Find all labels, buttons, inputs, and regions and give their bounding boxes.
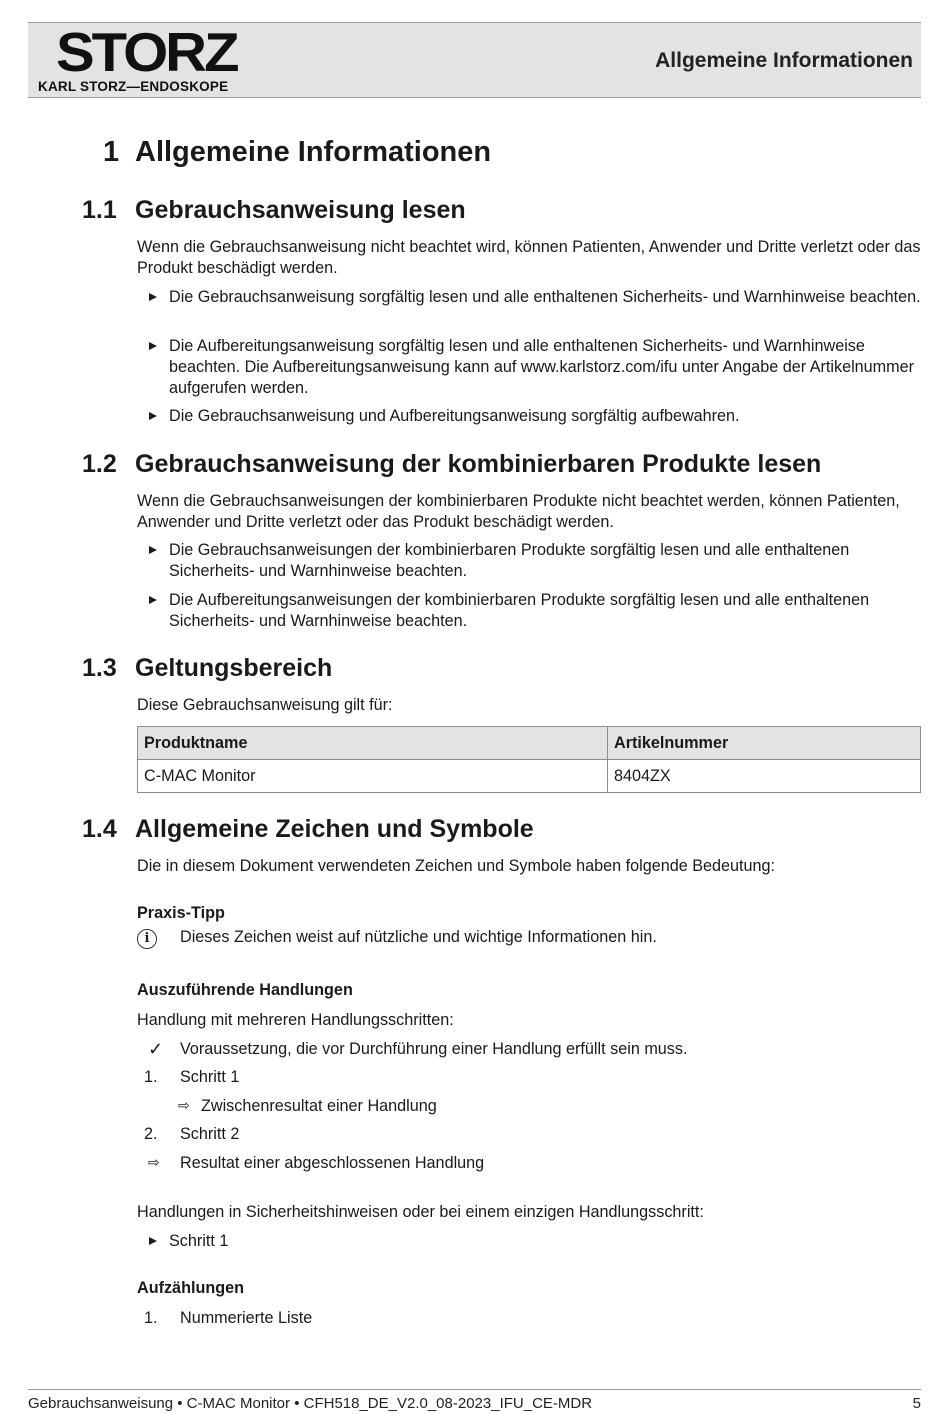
section-heading-1-1 (82, 196, 466, 225)
section-title: Gebrauchsanweisung lesen (135, 196, 466, 224)
tip-text: Dieses Zeichen weist auf nützliche und wichtige Informationen hin. (180, 928, 657, 946)
list-item-text: Nummerierte Liste (180, 1309, 313, 1327)
bullet-triangle-icon (149, 596, 157, 604)
prerequisite-text: Voraussetzung, die vor Durchführung einer Handlung erfüllt sein muss. (180, 1040, 688, 1058)
table-cell: 8404ZX (608, 760, 921, 793)
chapter-title: Allgemeine Informationen (135, 136, 492, 168)
scope-table (137, 726, 921, 793)
page-number: 5 (912, 1395, 921, 1412)
bullet-text: Die Gebrauchsanweisungen der kombinierbaren Produkte sorgfältig lesen und alle enthaltenen Sicherheits- und Warnhinweise beachten. (169, 541, 850, 580)
section-heading-1-3 (82, 654, 332, 683)
table-header-row (138, 727, 921, 760)
section-intro: Wenn die Gebrauchsanweisungen der kombinierbaren Produkte nicht beachtet werden, können Patienten, Anwender und Dritte verletzt oder das Produkt beschädigt werden. (137, 492, 900, 531)
actions-heading: Auszuführende Handlungen (137, 981, 353, 999)
lists-heading: Aufzählungen (137, 1279, 245, 1297)
section-number: 1.4 (82, 815, 117, 843)
page-header (28, 22, 921, 98)
bullet-triangle-icon (149, 412, 157, 420)
logo-subtitle: KARL STORZ—ENDOSKOPE (38, 79, 229, 94)
section-intro: Diese Gebrauchsanweisung gilt für: (137, 696, 393, 714)
bullet-text: Die Gebrauchsanweisung sorgfältig lesen und alle enthaltenen Sicherheits- und Warnhinweise beachten. (169, 288, 921, 306)
interim-result-text: Zwischenresultat einer Handlung (201, 1097, 437, 1115)
section-number: 1.2 (82, 450, 117, 478)
bullet-triangle-icon (149, 1237, 157, 1245)
bullet-text: Die Gebrauchsanweisung und Aufbereitungsanweisung sorgfältig aufbewahren. (169, 407, 740, 425)
actions-intro: Handlung mit mehreren Handlungsschritten: (137, 1011, 454, 1029)
section-title: Gebrauchsanweisung der kombinierbaren Produkte lesen (135, 450, 822, 478)
step-text: Schritt 2 (180, 1125, 240, 1143)
section-intro: Die in diesem Dokument verwendeten Zeichen und Symbole haben folgende Bedeutung: (137, 857, 776, 875)
table-row (138, 760, 921, 793)
section-heading-1-4 (82, 815, 534, 844)
section-heading-1-2 (82, 450, 821, 479)
footer-text: Gebrauchsanweisung • C-MAC Monitor • CFH518_DE_V2.0_08-2023_IFU_CE-MDR (28, 1395, 593, 1412)
tip-heading: Praxis-Tipp (137, 904, 225, 922)
chapter-number: 1 (103, 136, 120, 168)
bullet-triangle-icon (149, 342, 157, 350)
karl-storz-logo (38, 21, 248, 95)
logo-wordmark: STORZ (56, 21, 237, 84)
section-number: 1.1 (82, 196, 117, 224)
table-header-cell: Produktname (138, 727, 608, 760)
section-title: Geltungsbereich (135, 654, 333, 682)
result-arrow-icon: ⇨ (178, 1098, 190, 1114)
final-result-text: Resultat einer abgeschlossenen Handlung (180, 1154, 485, 1172)
section-title: Allgemeine Zeichen und Symbole (135, 815, 534, 843)
bullet-text: Schritt 1 (169, 1232, 229, 1250)
table-header-cell: Artikelnummer (608, 727, 921, 760)
info-icon: i (137, 929, 157, 949)
step-number: 1. (144, 1068, 158, 1086)
result-arrow-icon: ⇨ (148, 1155, 160, 1171)
step-text: Schritt 1 (180, 1068, 240, 1086)
bullet-text: Die Aufbereitungsanweisung sorgfältig lesen und alle enthaltenen Sicherheits- und Warnhinweise beachten. Die Aufbereitungsanweisung kann auf www.karlstorz.com/ifu unter Angabe der Artikelnummer aufgerufen werden. (169, 337, 915, 397)
footer-divider (28, 1389, 921, 1390)
section-number: 1.3 (82, 654, 117, 682)
section-intro: Wenn die Gebrauchsanweisung nicht beachtet wird, können Patienten, Anwender und Dritte verletzt oder das Produkt beschädigt werden. (137, 238, 921, 277)
checkmark-icon: ✓ (148, 1039, 164, 1059)
table-cell: C-MAC Monitor (138, 760, 608, 793)
chapter-heading (103, 136, 491, 169)
header-title: Allgemeine Informationen (655, 49, 913, 72)
bullet-text: Die Aufbereitungsanweisungen der kombinierbaren Produkte sorgfältig lesen und alle enthaltenen Sicherheits- und Warnhinweise beachten. (169, 591, 870, 630)
list-number: 1. (144, 1309, 158, 1327)
single-step-intro: Handlungen in Sicherheitshinweisen oder bei einem einzigen Handlungsschritt: (137, 1203, 704, 1221)
bullet-triangle-icon (149, 546, 157, 554)
step-number: 2. (144, 1125, 158, 1143)
bullet-triangle-icon (149, 293, 157, 301)
